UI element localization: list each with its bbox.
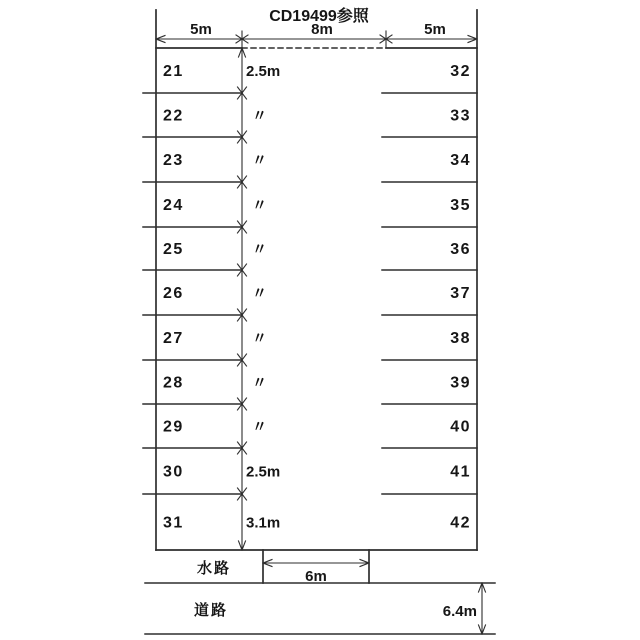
stall-number-right: 37 — [450, 285, 471, 302]
depth-label: 3.1m — [246, 514, 281, 532]
stall-number-right: 35 — [450, 197, 471, 214]
stall-number-right: 34 — [450, 152, 471, 169]
drawing-title: CD19499参照 — [269, 8, 369, 25]
depth-ditto-mark: 〃 — [252, 107, 268, 125]
stall-number-right: 32 — [450, 63, 471, 80]
dim-label-left-5m: 5m — [190, 21, 212, 38]
stall-number-right: 36 — [450, 241, 471, 258]
stall-number-right: 41 — [450, 463, 471, 481]
stall-number-right: 42 — [450, 514, 471, 532]
depth-label: 2.5m — [246, 463, 281, 481]
road-label: 道路 — [193, 602, 229, 619]
outline-lines — [145, 10, 495, 634]
stall-number-left: 21 — [163, 63, 184, 80]
stall-number-right: 40 — [450, 418, 471, 436]
depth-ditto-mark: 〃 — [252, 241, 268, 258]
stall-number-right: 38 — [450, 330, 471, 347]
stall-number-left: 28 — [163, 374, 184, 392]
stall-number-left: 25 — [163, 241, 184, 258]
stall-number-left: 22 — [163, 107, 184, 125]
gate-width-label: 6m — [305, 568, 327, 585]
stall-number-left: 23 — [163, 152, 184, 169]
dim-label-right-5m: 5m — [424, 21, 446, 38]
dim-label-middle-8m: 8m — [311, 21, 333, 38]
depth-ditto-mark: 〃 — [252, 374, 268, 392]
road-width-label: 6.4m — [442, 603, 477, 620]
stall-number-left: 31 — [163, 514, 184, 532]
depth-ditto-mark: 〃 — [252, 418, 268, 436]
depth-ditto-mark: 〃 — [252, 152, 268, 169]
stall-number-left: 27 — [163, 330, 184, 347]
depth-ditto-mark: 〃 — [252, 197, 268, 214]
waterway-label: 水路 — [196, 560, 232, 577]
depth-ditto-mark: 〃 — [252, 285, 268, 302]
stall-number-left: 24 — [163, 197, 184, 214]
stall-number-left: 26 — [163, 285, 184, 302]
stall-number-left: 30 — [163, 463, 184, 481]
stall-rows — [143, 63, 477, 532]
stall-number-right: 39 — [450, 374, 471, 392]
dimension-arrows — [156, 35, 486, 634]
stall-number-left: 29 — [163, 418, 184, 436]
stall-number-right: 33 — [450, 107, 471, 125]
depth-ditto-mark: 〃 — [252, 330, 268, 347]
depth-label: 2.5m — [246, 63, 281, 80]
